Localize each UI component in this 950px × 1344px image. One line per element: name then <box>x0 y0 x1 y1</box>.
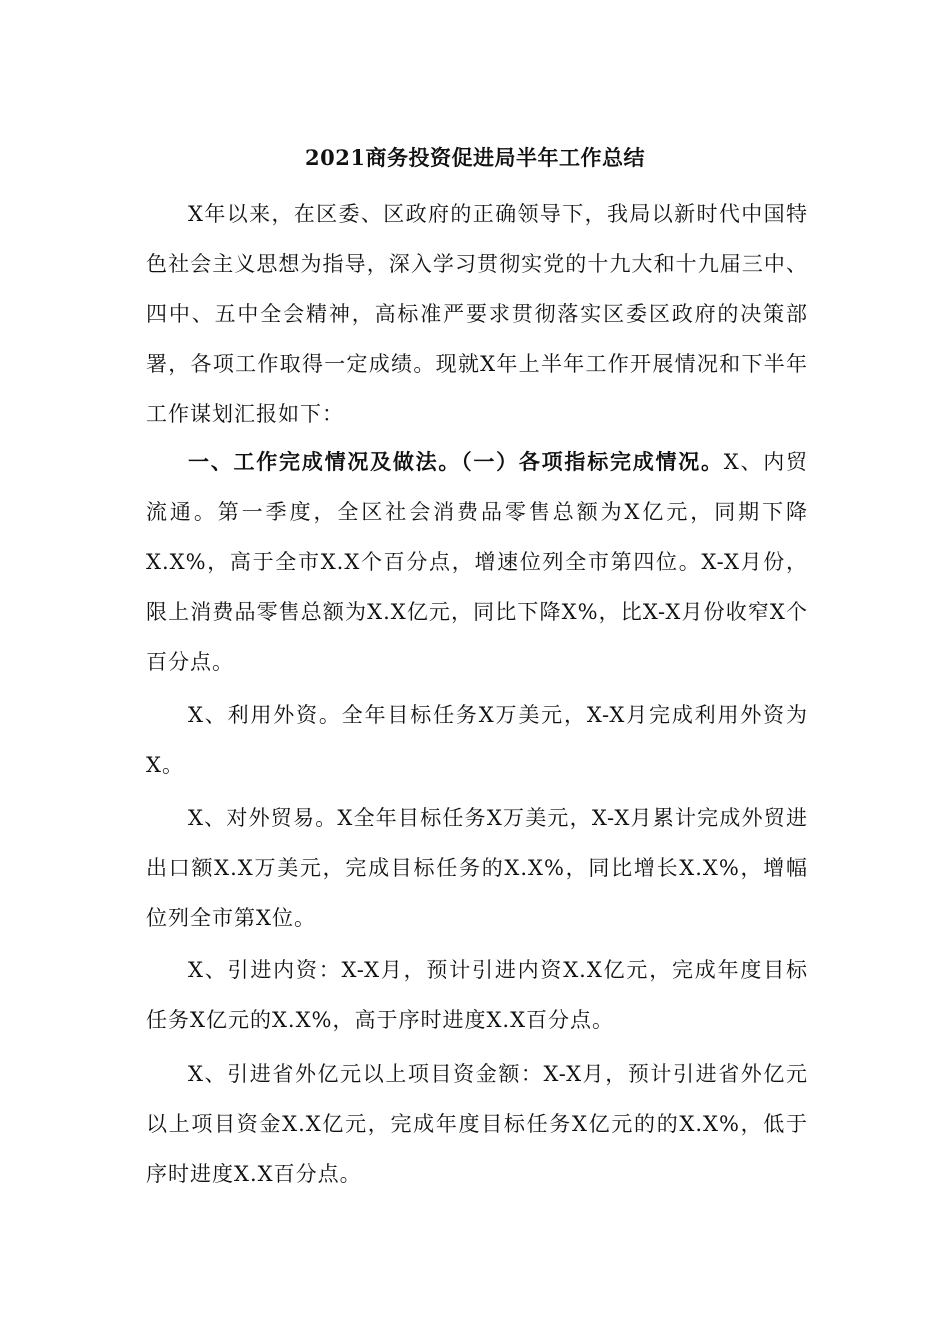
intro-text: X年以来，在区委、区政府的正确领导下，我局以新时代中国特色社会主义思想为指导，深入学习贯彻实党的十九大和十九届三中、四中、五中全会精神，高标准严要求贯彻落实区委区政府的决策部署，各项工作取得一定成绩。现就X年上半年工作开展情况和下半年工作谋划汇报如下： <box>146 202 808 426</box>
provincial-projects-paragraph: X、引进省外亿元以上项目资金额：X-X月，预计引进省外亿元以上项目资金X.X亿元，完成年度目标任务X亿元的的X.X%，低于序时进度X.X百分点。 <box>146 1062 808 1186</box>
section1-heading: 一、工作完成情况及做法。（一）各项指标完成情况。 <box>188 449 724 474</box>
foreign-investment-paragraph: X、利用外资。全年目标任务X万美元，X-X月完成利用外资为X。 <box>146 703 808 777</box>
foreign-trade-paragraph: X、对外贸易。X全年目标任务X万美元，X-X月累计完成外贸进出口额X.X万美元，完成目标任务的X.X%，同比增长X.X%，增幅位列全市第X位。 <box>146 806 808 930</box>
domestic-capital-paragraph: X、引进内资：X-X月，预计引进内资X.X亿元，完成年度目标任务X亿元的X.X%，高于序时进度X.X百分点。 <box>146 958 808 1032</box>
document-title: 2021商务投资促进局半年工作总结 <box>305 145 645 170</box>
section1-item1-text: X、内贸流通。第一季度，全区社会消费品零售总额为X亿元，同期下降X.X%，高于全市X.X个百分点，增速位列全市第四位。X-X月份，限上消费品零售总额为X.X亿元，同比下降X%，比X-X月份收窄X个百分点。 <box>146 450 808 674</box>
section1-paragraph <box>146 437 808 687</box>
intro-paragraph <box>146 189 808 439</box>
